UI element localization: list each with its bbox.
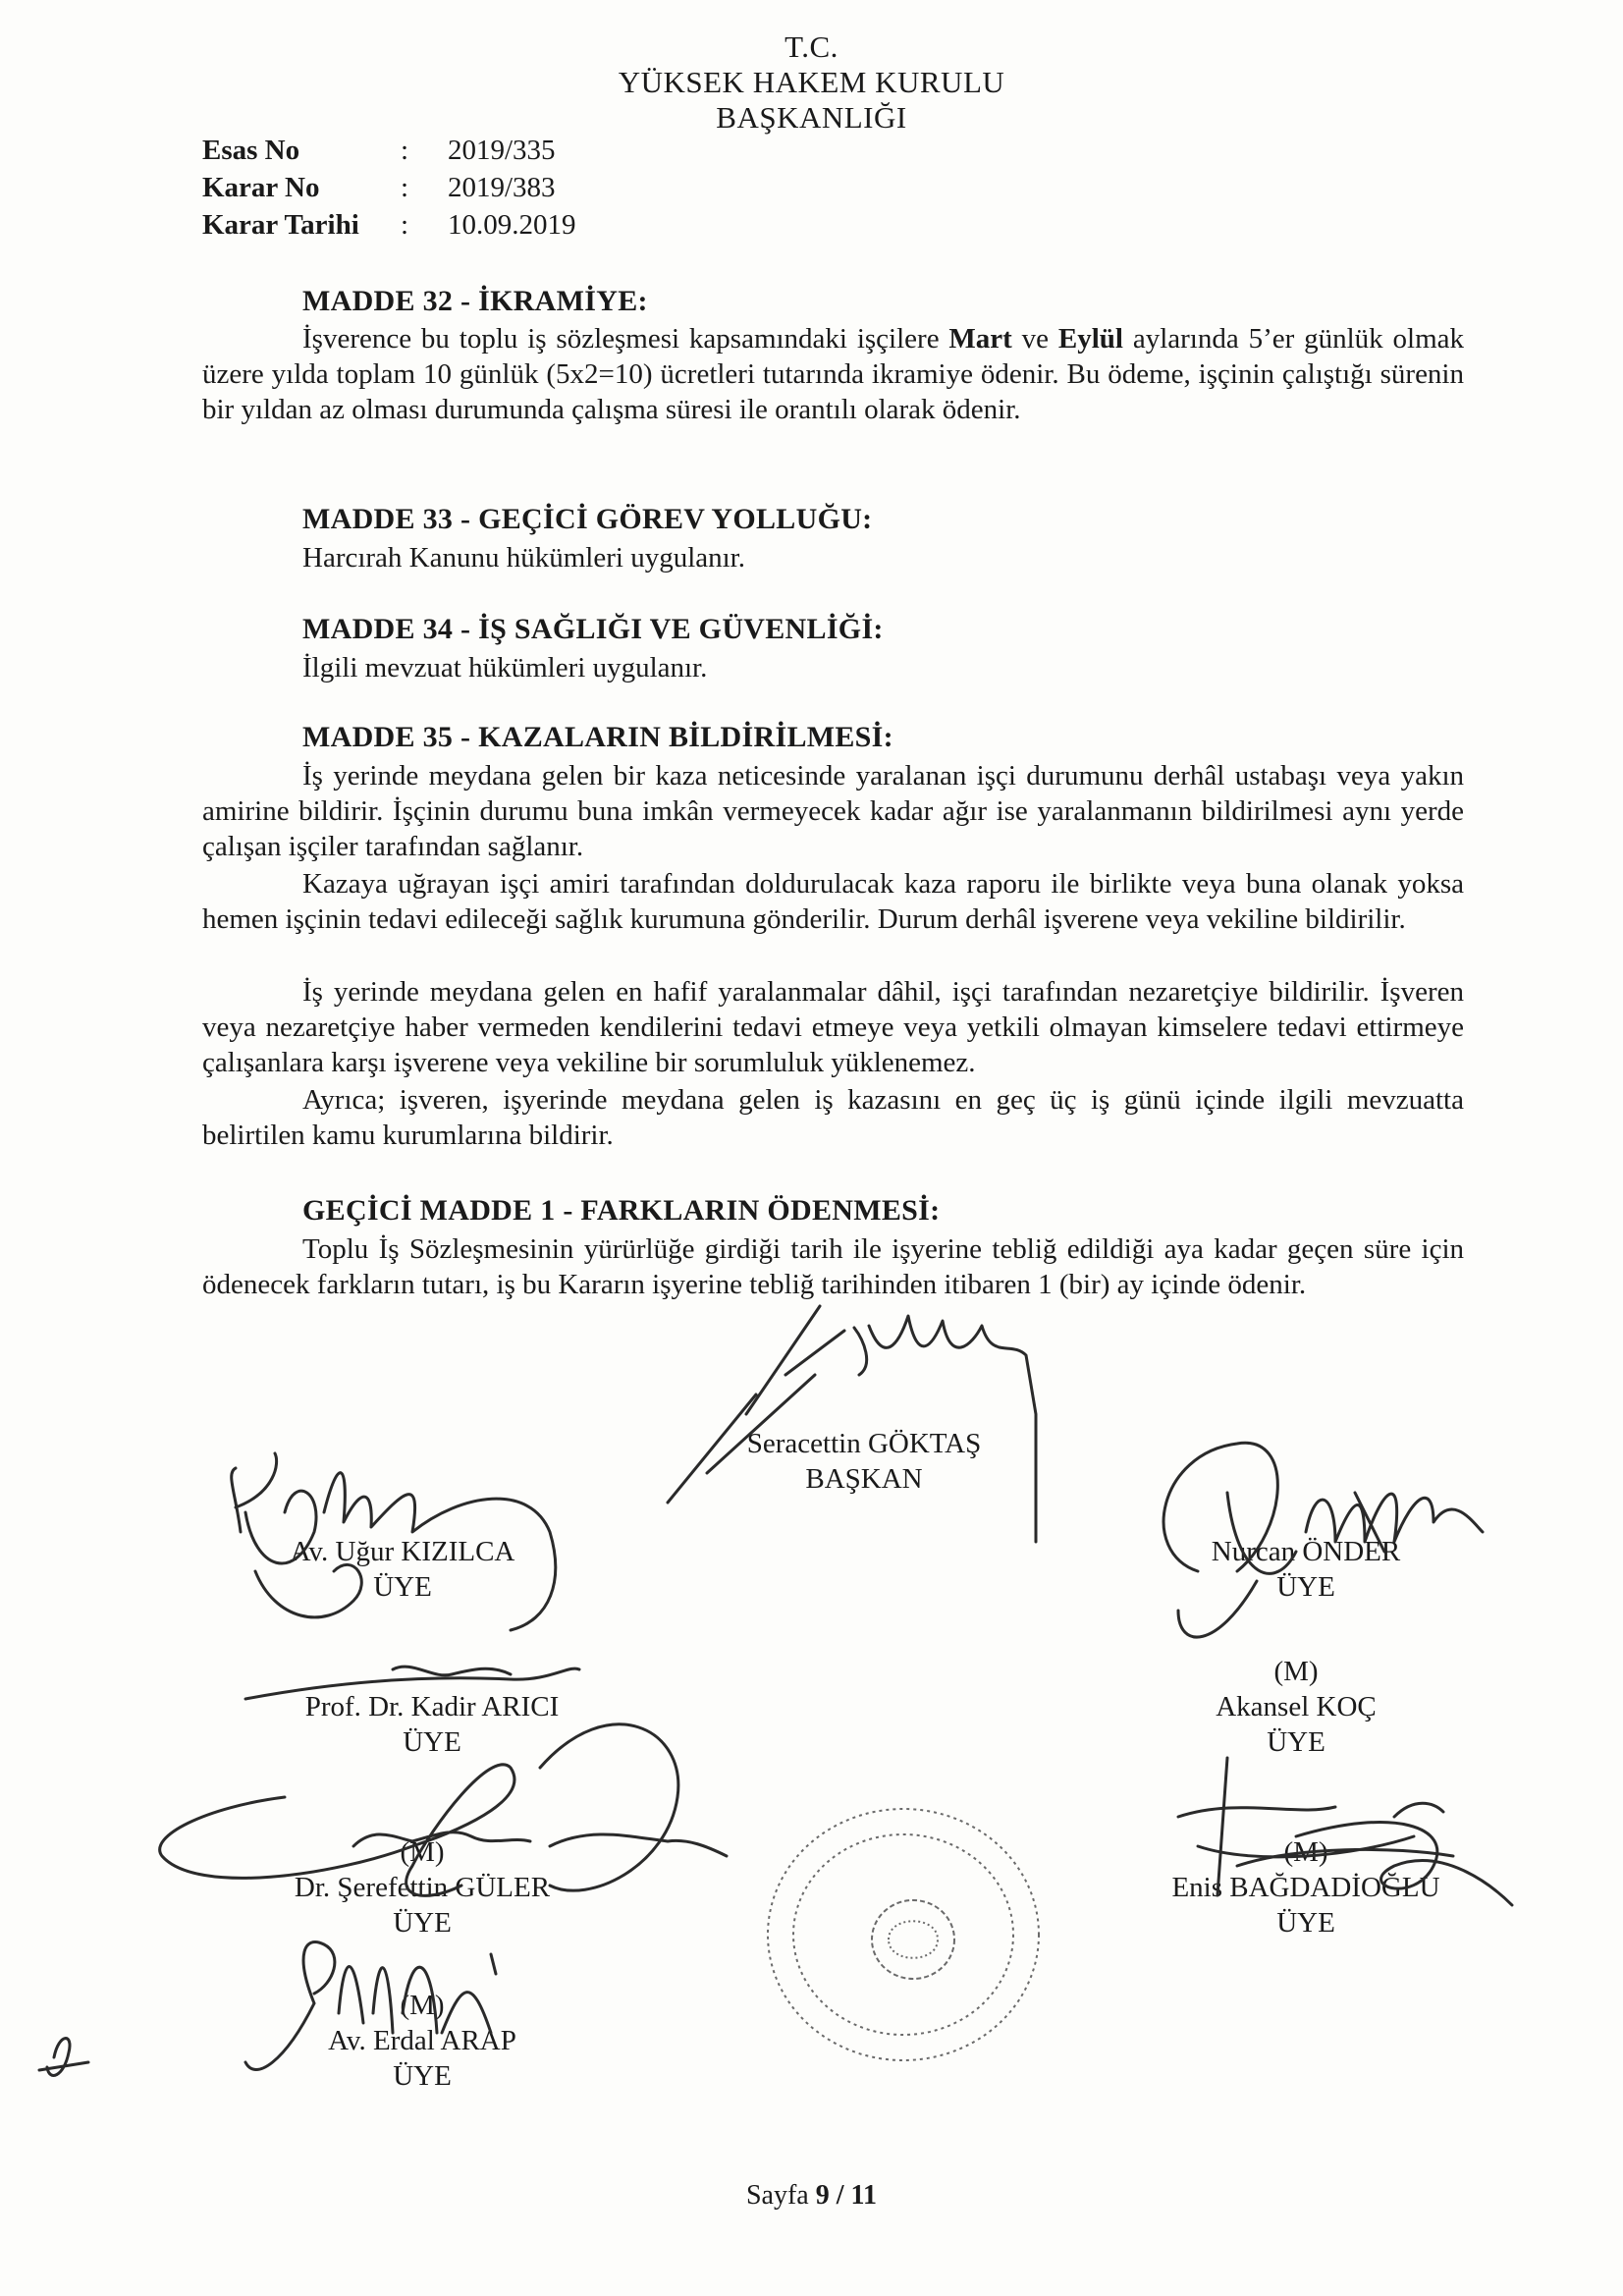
temporary-article-1-title: GEÇİCİ MADDE 1 - FARKLARIN ÖDENMESİ: bbox=[302, 1194, 941, 1227]
signatory-arap bbox=[226, 1988, 619, 2094]
signatory-mark: (M) bbox=[1273, 1656, 1319, 1687]
meta-value: 2019/383 bbox=[448, 172, 556, 203]
signatory-kizilca bbox=[216, 1534, 589, 1605]
signature-president bbox=[668, 1306, 1036, 1542]
article-32-month-september: Eylül bbox=[1057, 323, 1123, 355]
page-number-total: 11 bbox=[850, 2180, 877, 2211]
signatory-role: BAŞKAN bbox=[805, 1463, 923, 1495]
signatory-name: Av. Uğur KIZILCA bbox=[290, 1536, 515, 1567]
signatory-name: Nurcan ÖNDER bbox=[1211, 1536, 1401, 1567]
article-32-month-march: Mart bbox=[948, 323, 1012, 355]
page-number bbox=[0, 2180, 1623, 2212]
article-35-para-3: İş yerinde meydana gelen en hafif yaralanmalar dâhil, işçi tarafından nezaretçiye bildirilir. İşveren veya nezaretçiye haber vermeden kendilerini tedavi etmeye veya yetkili olmayan kimselere tedavi ettirmeye çalışanlara karşı işverene veya vekiline bir sorumluluk yüklenemez. bbox=[202, 976, 1464, 1078]
signatory-president bbox=[687, 1426, 1041, 1497]
article-33-title: MADDE 33 - GEÇİCİ GÖREV YOLLUĞU: bbox=[302, 503, 873, 535]
page-number-label: Sayfa bbox=[745, 2180, 816, 2211]
signatory-name: Seracettin GÖKTAŞ bbox=[746, 1428, 982, 1459]
meta-value: 2019/335 bbox=[448, 135, 556, 166]
signatory-role: ÜYE bbox=[1276, 1907, 1335, 1939]
meta-label: Karar No bbox=[202, 172, 320, 203]
page-number-separator: / bbox=[829, 2180, 851, 2211]
article-32-text-and: ve bbox=[1011, 323, 1058, 355]
meta-row-karar: Karar No : 2019/383 bbox=[202, 169, 576, 206]
meta-label: Karar Tarihi bbox=[202, 209, 359, 241]
signatory-mark: (M) bbox=[1283, 1836, 1328, 1868]
article-33-text: Harcırah Kanunu hükümleri uygulanır. bbox=[302, 542, 745, 574]
signatory-guler bbox=[226, 1834, 619, 1941]
page-number-current: 9 bbox=[815, 2180, 830, 2211]
article-32-text bbox=[202, 321, 1464, 427]
article-34-text: İlgili mevzuat hükümleri uygulanır. bbox=[302, 652, 708, 683]
signatory-mark: (M) bbox=[400, 1990, 445, 2021]
article-34-title: MADDE 34 - İŞ SAĞLIĞI VE GÜVENLİĞİ: bbox=[302, 613, 884, 645]
article-35-para-4: Ayrıca; işveren, işyerinde meydana gelen iş kazasını en geç üç iş günü içinde ilgili mevzuatta belirtilen kamu kurumlarına bildirir. bbox=[202, 1084, 1464, 1151]
signatory-role: ÜYE bbox=[1276, 1571, 1335, 1603]
meta-row-esas: Esas No : 2019/335 bbox=[202, 132, 576, 169]
signatory-role: ÜYE bbox=[393, 2060, 452, 2092]
article-35-para-2: Kazaya uğrayan işçi amiri tarafından doldurulacak kaza raporu ile birlikte veya buna olanak yoksa hemen işçinin tedavi edileceği sağlık kurumuna gönderilir. Durum derhâl işverene veya vekiline bildirilir. bbox=[202, 868, 1464, 935]
signatory-name: Av. Erdal ARAP bbox=[328, 2025, 516, 2056]
article-35-para-1: İş yerinde meydana gelen bir kaza neticesinde yaralanan işçi durumunu derhâl ustabaşı veya yakın amirine bildirir. İşçinin durumu buna imkân vermeyecek kadar ağır ise yaralanmanın bildirilmesi aynı yerde çalışan işçiler tarafından sağlanır. bbox=[202, 760, 1464, 862]
article-32-text-b: aylarında 5’er günlük olmak üzere yılda toplam 10 günlük (5x2=10) ücretleri tutarında ikramiye ödenir. Bu ödeme, işçinin çalıştığı sürenin bir yıldan az olması durumunda çalışma süresi ile orantılı olarak ödenir. bbox=[202, 323, 1464, 425]
signatory-koc bbox=[1119, 1654, 1473, 1760]
signatory-name: Enis BAĞDADİOĞLU bbox=[1171, 1872, 1440, 1903]
signatory-role: ÜYE bbox=[393, 1907, 452, 1939]
signatory-name: Prof. Dr. Kadir ARICI bbox=[304, 1691, 560, 1722]
meta-block bbox=[202, 132, 576, 244]
signatory-role: ÜYE bbox=[1267, 1726, 1325, 1758]
article-35-title: MADDE 35 - KAZALARIN BİLDİRİLMESİ: bbox=[302, 721, 893, 753]
signatory-role: ÜYE bbox=[373, 1571, 432, 1603]
signatory-name: Akansel KOÇ bbox=[1216, 1691, 1377, 1722]
temporary-article-1-text: Toplu İş Sözleşmesinin yürürlüğe girdiği tarih ile işyerine tebliğ edildiği aya kadar geçen süre için ödenecek farkların tutarı, iş bu Kararın işyerine tebliğ tarihinden itibaren 1 (bir) ay içinde ödenir. bbox=[202, 1233, 1464, 1300]
header-department: BAŞKANLIĞI bbox=[716, 100, 907, 135]
meta-value: 10.09.2019 bbox=[448, 209, 576, 241]
official-seal bbox=[768, 1809, 1039, 2060]
signatory-onder bbox=[1119, 1534, 1492, 1605]
header-tc: T.C. bbox=[784, 29, 839, 64]
meta-row-tarih: Karar Tarihi : 10.09.2019 bbox=[202, 206, 576, 244]
signatory-arici bbox=[236, 1689, 628, 1760]
signatory-mark: (M) bbox=[400, 1836, 445, 1868]
article-32-text-a: İşverence bu toplu iş sözleşmesi kapsamındaki işçilere bbox=[302, 323, 949, 355]
signatory-name: Dr. Şerefettin GÜLER bbox=[294, 1872, 551, 1903]
signatory-bagdadioglu bbox=[1109, 1834, 1502, 1941]
meta-label: Esas No bbox=[202, 135, 300, 166]
article-32-title: MADDE 32 - İKRAMİYE: bbox=[302, 285, 648, 317]
header-institution: YÜKSEK HAKEM KURULU bbox=[618, 65, 1005, 99]
signatory-role: ÜYE bbox=[403, 1726, 461, 1758]
initial-mark bbox=[39, 2039, 88, 2076]
